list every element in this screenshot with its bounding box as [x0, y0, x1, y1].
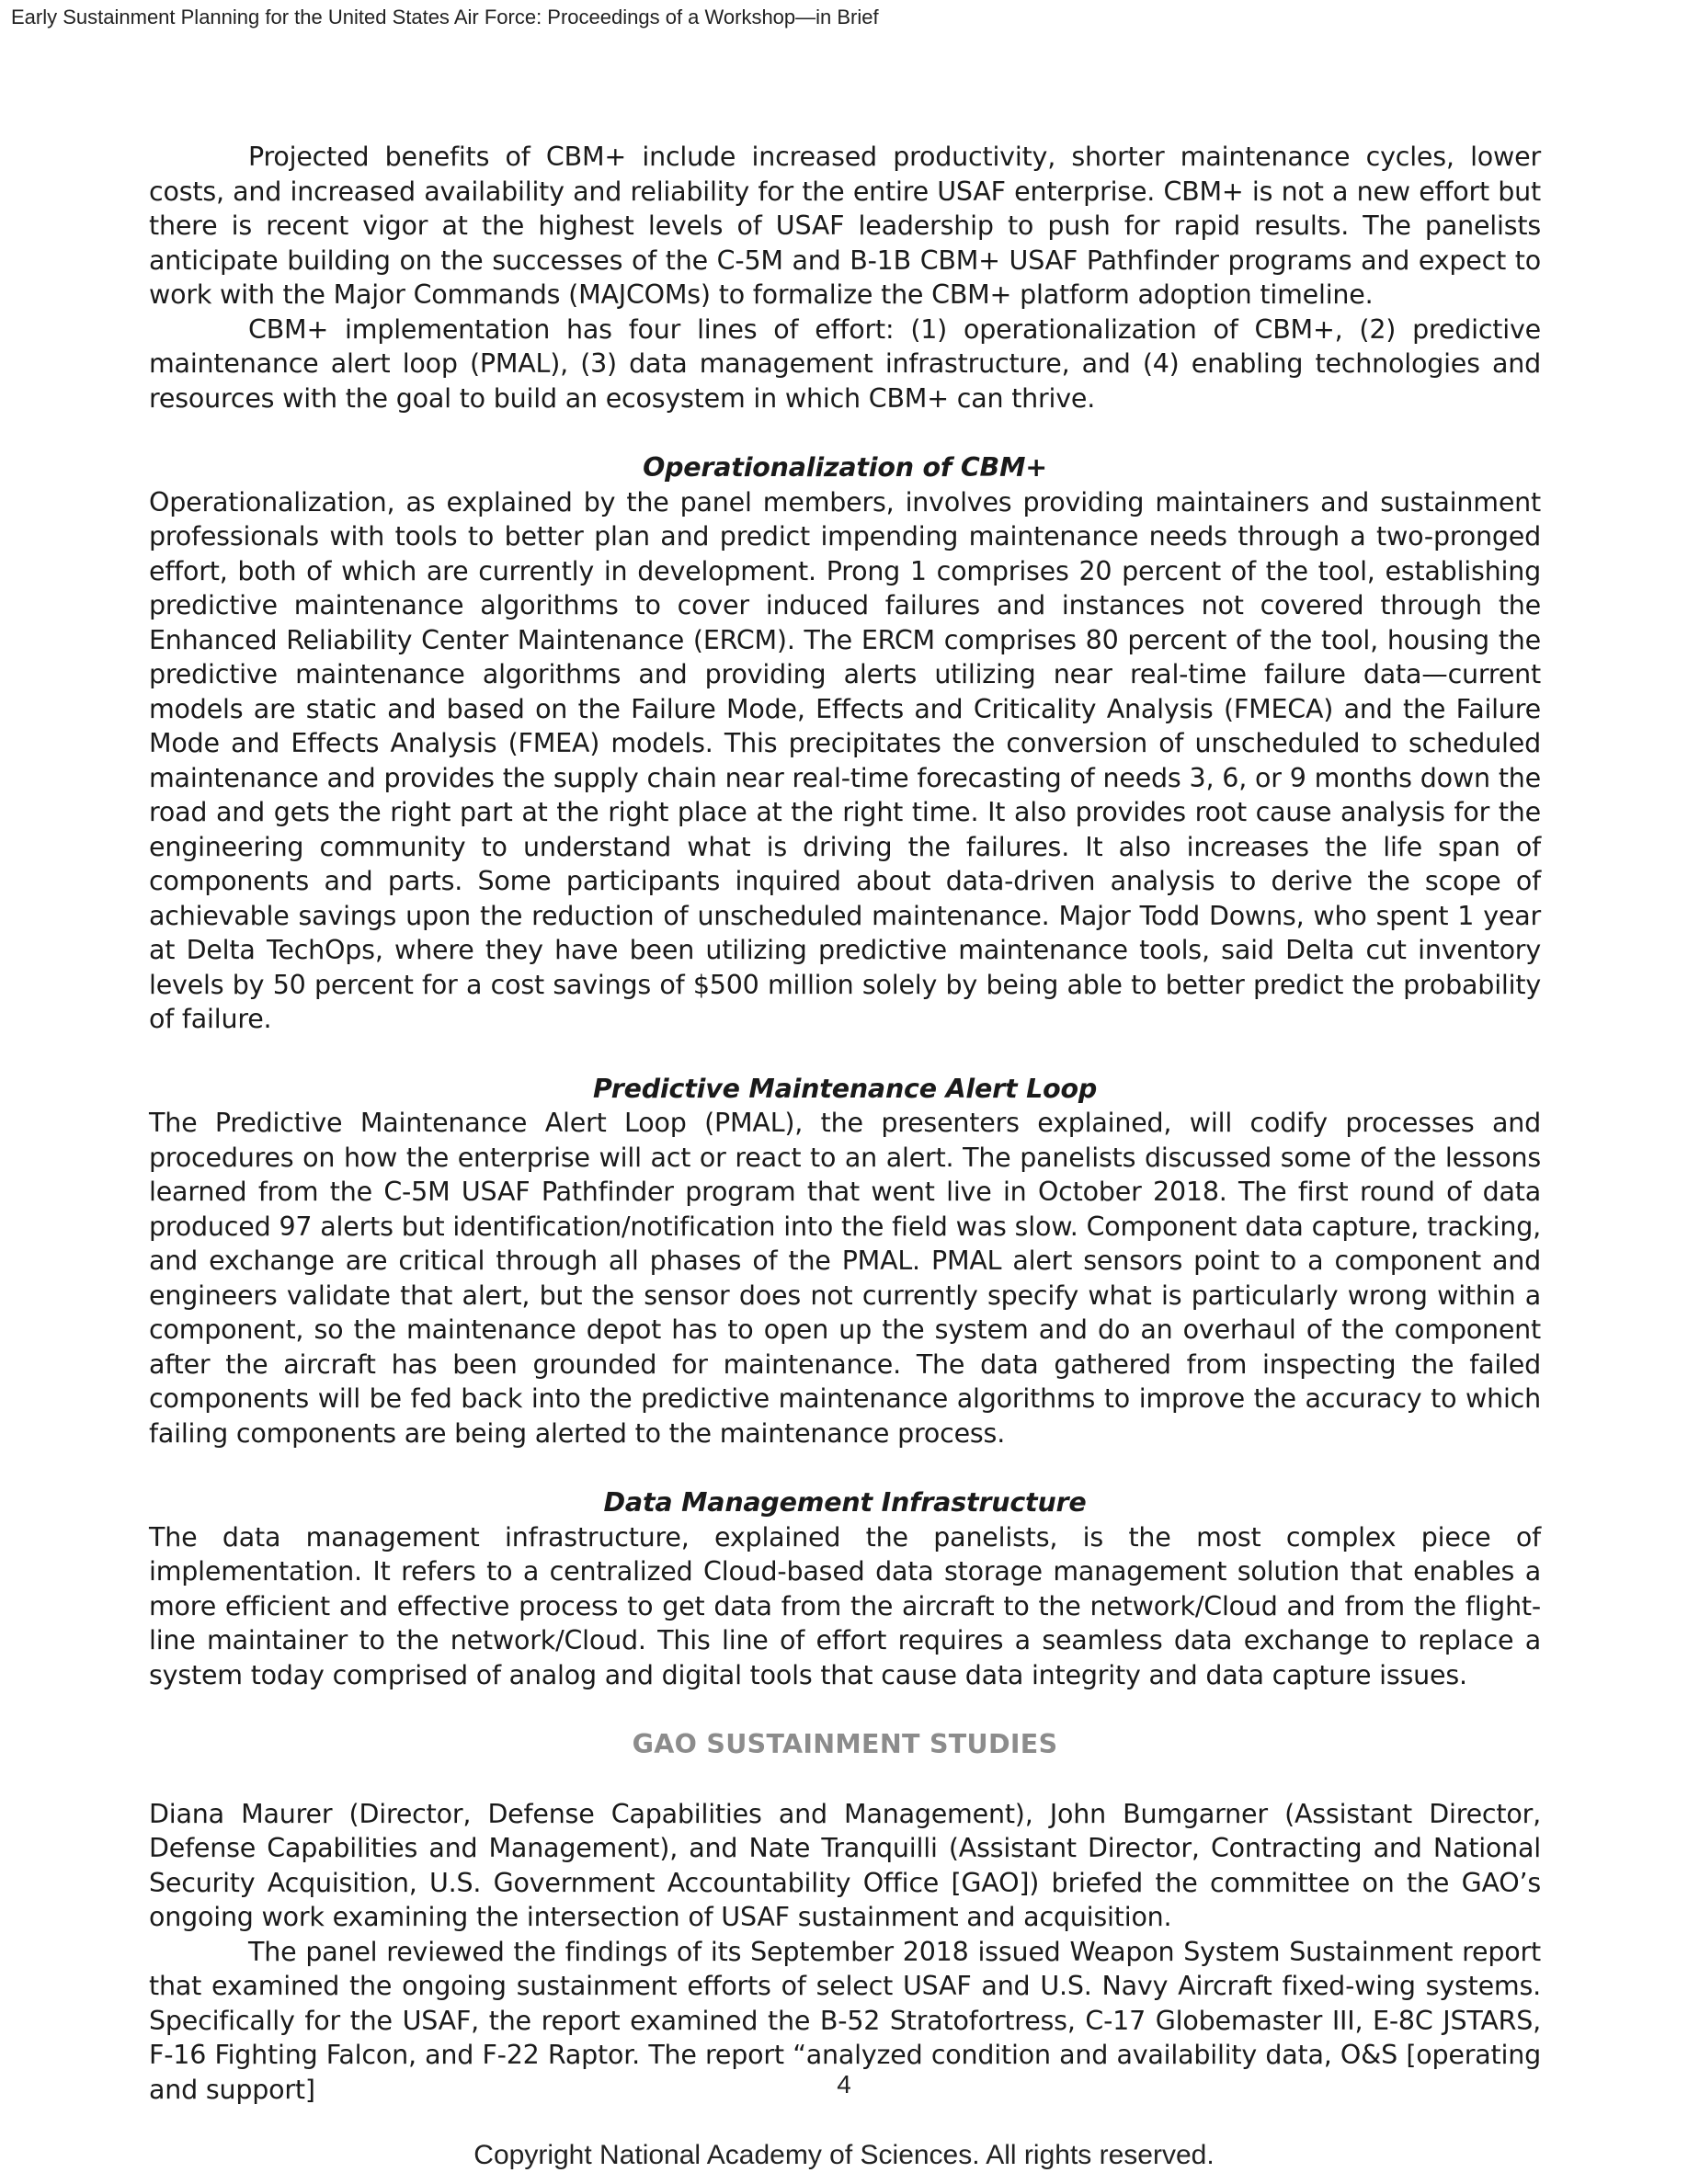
body-paragraph: Projected benefits of CBM+ include increased productivity, shorter maintenance cycles, lower costs, and increased availability and reliability for the entire USAF enterprise. CBM+ is not a new effort but there is recent vigor at the highest levels of USAF leadership to push for rapid results. The panelists anticipate building on the successes of the C-5M and B-1B CBM+ USAF Pathfinder programs and expect to work with the Major Commands (MAJCOMs) to formalize the CBM+ platform adoption timeline.: [149, 142, 1541, 310]
subheading-operationalization: Operationalization of CBM+: [643, 452, 1047, 483]
subheading-pmal: Predictive Maintenance Alert Loop: [592, 1073, 1098, 1104]
subheading-data-management: Data Management Infrastructure: [603, 1487, 1087, 1518]
body-paragraph: The data management infrastructure, explained the panelists, is the most complex piece of implementation. It refers to a centralized Cloud-based data storage management solution that enables a more efficient and effective process to get data from the aircraft to the network/Cloud and from the flight-line maintainer to the network/Cloud. This line of effort requires a seamless data exchange to replace a system today comprised of analog and digital tools that cause data integrity and data capture issues.: [149, 1521, 1541, 1690]
body-paragraph: Diana Maurer (Director, Defense Capabilities and Management), John Bumgarner (Assistant Director, Defense Capabilities and Management), and Nate Tranquilli (Assistant Director, Contracting and National Security Acquisition, U.S. Government Accountability Office [GAO]) briefed the committee on the GAO’s ongoing work examining the intersection of USAF sustainment and acquisition.: [149, 1798, 1541, 1932]
body-paragraph: CBM+ implementation has four lines of effort: (1) operationalization of CBM+, (2) predictive maintenance alert loop (PMAL), (3) data management infrastructure, and (4) enabling technologies and resources with the goal to build an ecosystem in which CBM+ can thrive.: [149, 313, 1541, 414]
running-header: Early Sustainment Planning for the United States Air Force: Proceedings of a Workshop—in Brief: [11, 6, 879, 28]
copyright-notice: Copyright National Academy of Sciences. All rights reserved.: [473, 2140, 1215, 2170]
page-body: [149, 140, 1541, 2107]
body-paragraph: The panel reviewed the findings of its September 2018 issued Weapon System Sustainment report that examined the ongoing sustainment efforts of select USAF and U.S. Navy Aircraft fixed-wing systems. Specifically for the USAF, the report examined the B-52 Stratofortress, C-17 Globemaster III, E-8C JSTARS, F-16 Fighting Falcon, and F-22 Raptor. The report “analyzed condition and availability data, O&S [operating and support]: [149, 1936, 1541, 2105]
page-number: 4: [837, 2070, 851, 2099]
body-paragraph: The Predictive Maintenance Alert Loop (PMAL), the presenters explained, will codify processes and procedures on how the enterprise will act or react to an alert. The panelists discussed some of the lessons learned from the C-5M USAF Pathfinder program that went live in October 2018. The first round of data produced 97 alerts but identification/notification into the field was slow. Component data capture, tracking, and exchange are critical through all phases of the PMAL. PMAL alert sensors point to a component and engineers validate that alert, but the sensor does not currently specify what is particularly wrong within a component, so the maintenance depot has to open up the system and do an overhaul of the component after the aircraft has been grounded for maintenance. The data gathered from inspecting the failed components will be fed back into the predictive maintenance algorithms to improve the accuracy to which failing components are being alerted to the maintenance process.: [149, 1108, 1541, 1449]
section-heading-gao: GAO SUSTAINMENT STUDIES: [632, 1729, 1058, 1759]
body-paragraph: Operationalization, as explained by the panel members, involves providing maintainers and sustainment professionals with tools to better plan and predict impending maintenance needs through a two-pronged effort, both of which are currently in development. Prong 1 comprises 20 percent of the tool, establishing predictive maintenance algorithms to cover induced failures and instances not covered through the Enhanced Reliability Center Maintenance (ERCM). The ERCM comprises 80 percent of the tool, housing the predictive maintenance algorithms and providing alerts utilizing near real-time failure data—current models are static and based on the Failure Mode, Effects and Criticality Analysis (FMECA) and the Failure Mode and Effects Analysis (FMEA) models. This precipitates the conversion of unscheduled to scheduled maintenance and provides the supply chain near real-time forecasting of needs 3, 6, or 9 months down the road and gets the right part at the right place at the right time. It also provides root cause analysis for the engineering community to understand what is driving the failures. It also increases the life span of components and parts. Some participants inquired about data-driven analysis to derive the scope of achievable savings upon the reduction of unscheduled maintenance. Major Todd Downs, who spent 1 year at Delta TechOps, where they have been utilizing predictive maintenance tools, said Delta cut inventory levels by 50 percent for a cost savings of $500 million solely by being able to better predict the probability of failure.: [149, 486, 1541, 1034]
